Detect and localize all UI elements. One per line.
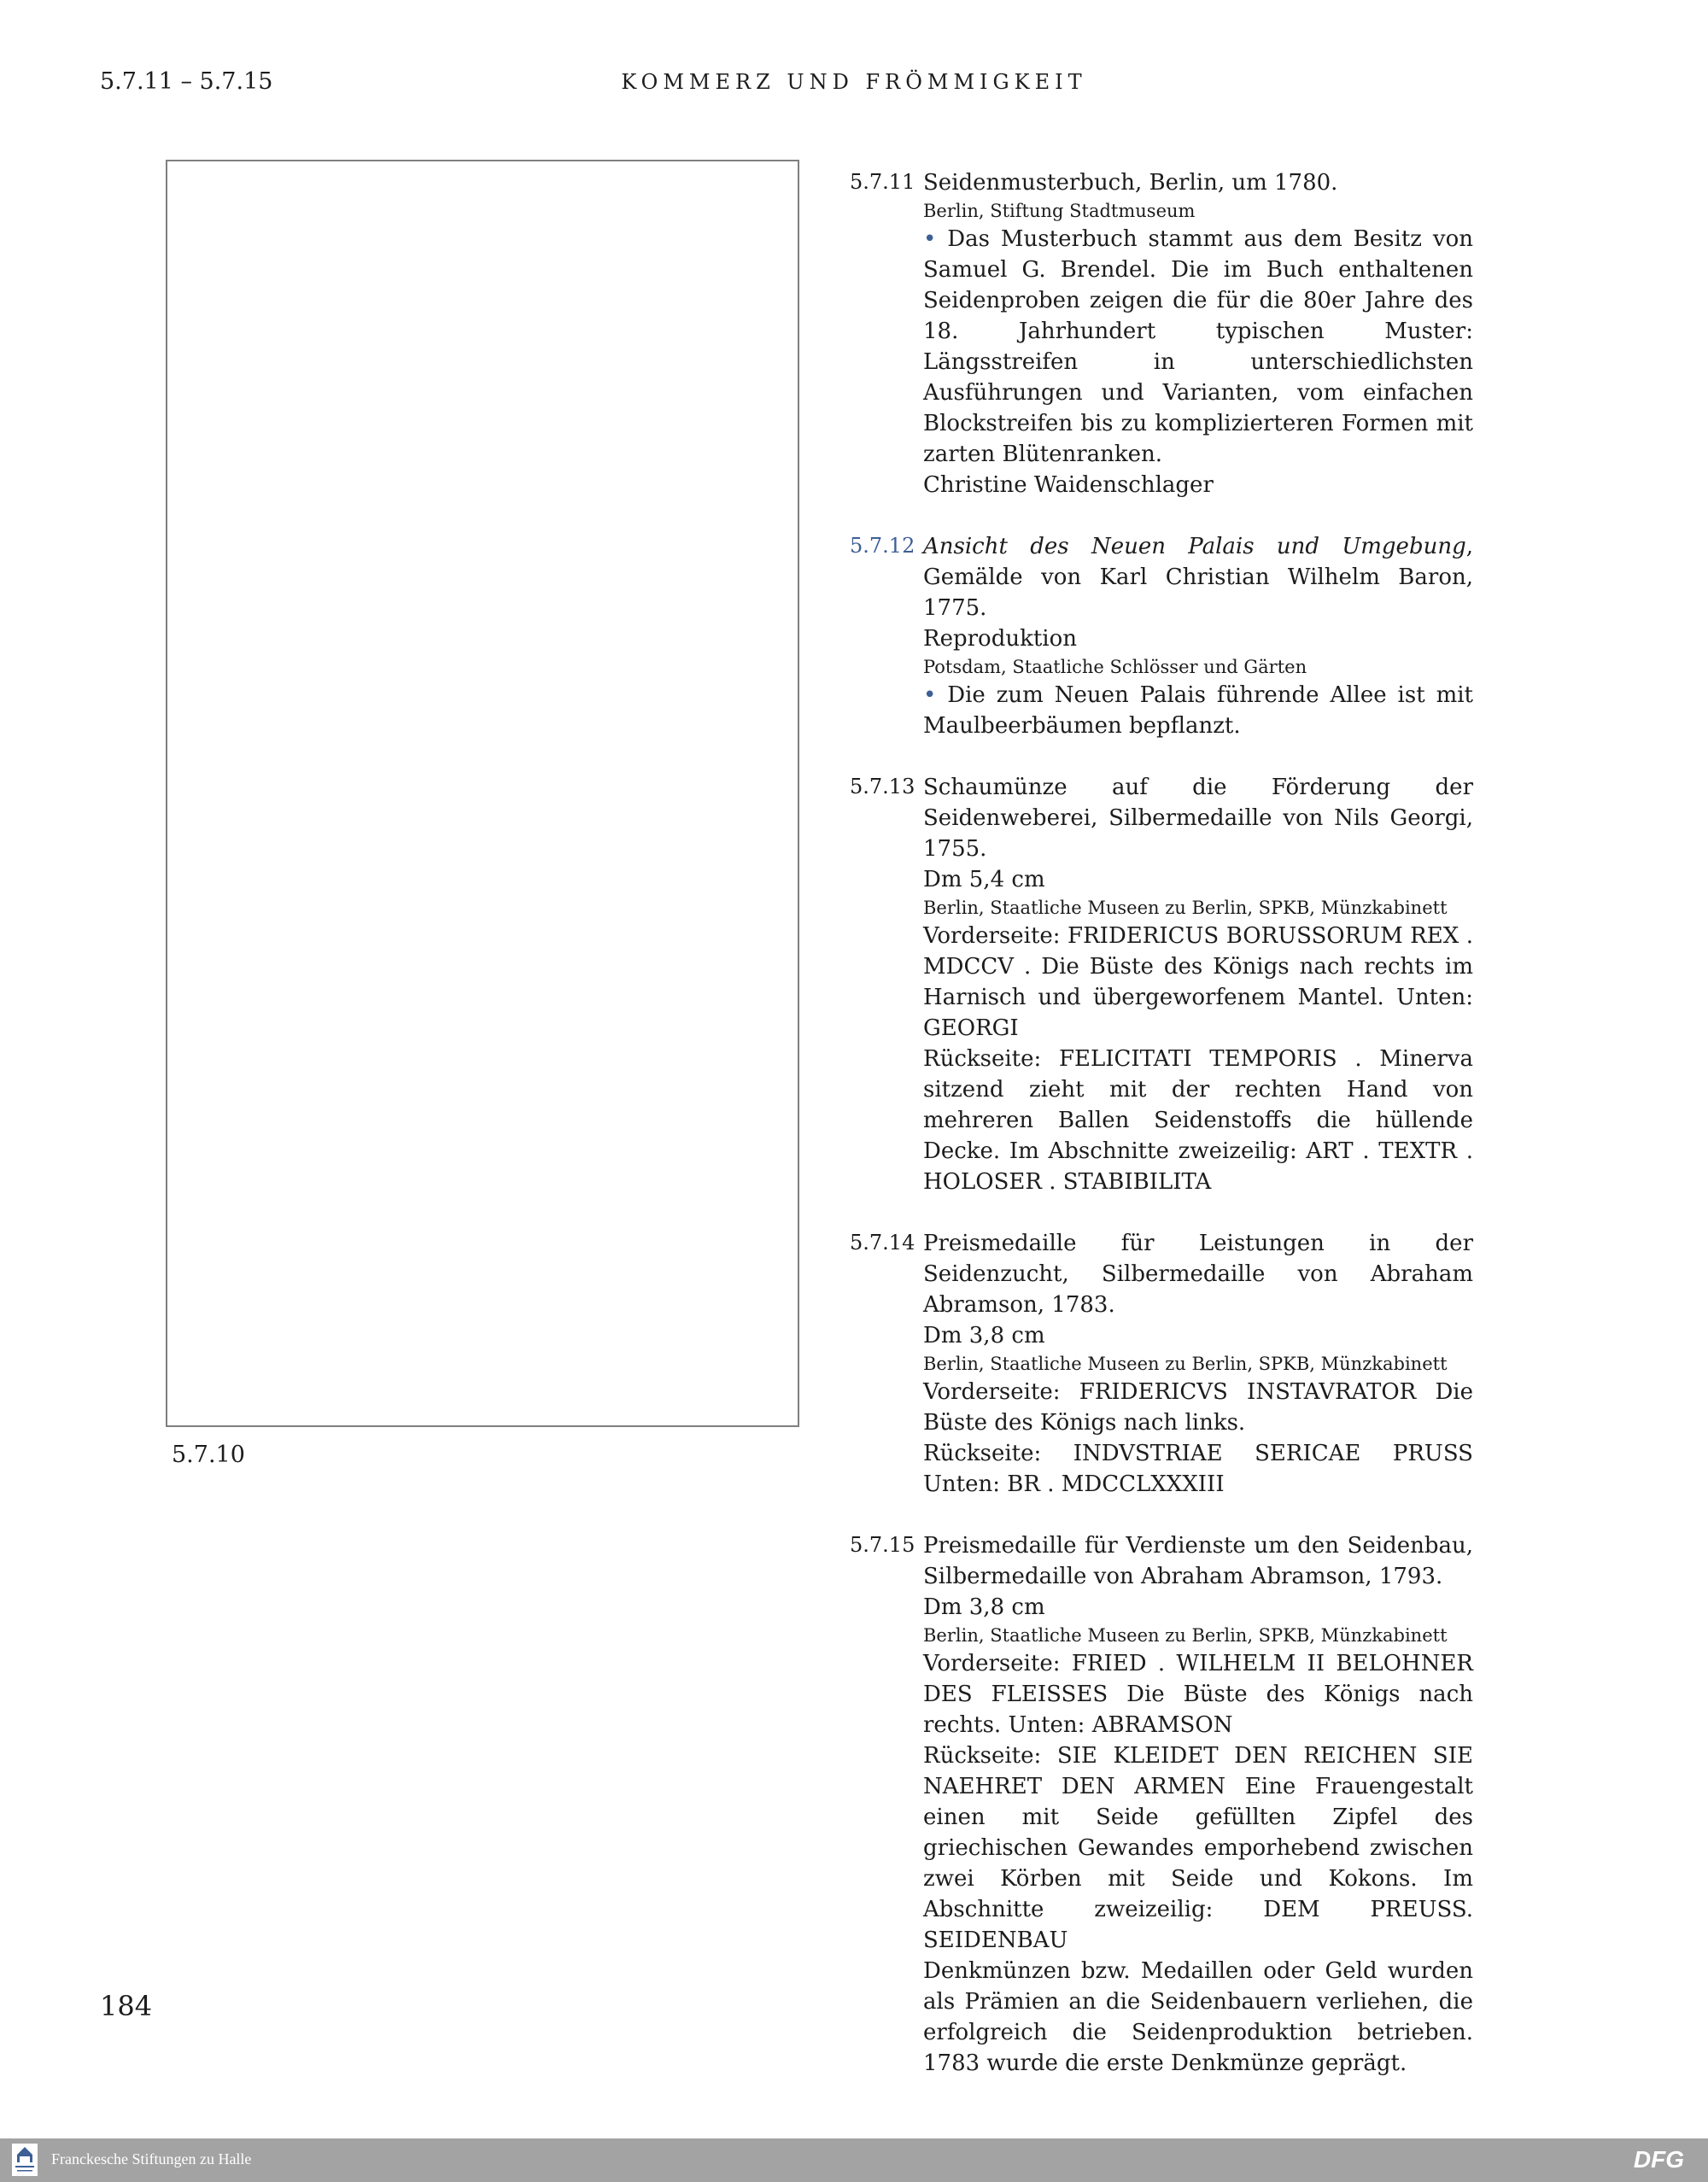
entry-location: Berlin, Staatliche Museen zu Berlin, SPKB, Münzkabinett (923, 898, 1448, 918)
entry-title: Preismedaille für Leistungen in der Seidenzucht, Silbermedaille von Abraham Abramson, 1783. (923, 1231, 1473, 1318)
entry-title: Preismedaille für Verdienste um den Seidenbau, Silbermedaille von Abraham Abramson, 1793. (923, 1533, 1473, 1589)
figure-caption: 5.7.10 (172, 1442, 245, 1468)
entry-location: Berlin, Staatliche Museen zu Berlin, SPKB, Münzkabinett (923, 1354, 1448, 1374)
entry-title-rest: , Gemälde von Karl Christian Wilhelm Baron, 1775. (923, 534, 1473, 621)
footer-institution[interactable]: Franckesche Stiftungen zu Halle (51, 2150, 252, 2167)
running-header-range: 5.7.11 – 5.7.15 (100, 68, 273, 95)
entry-obverse: Vorderseite: FRIDERICUS BORUSSORUM REX . MDCCV . Die Büste des Königs nach rechts im Harnisch und übergeworfenem Mantel. Unten: GEORGI (923, 923, 1473, 1041)
catalog-entry (850, 772, 1473, 1197)
entry-description: • Das Musterbuch stammt aus dem Besitz von Samuel G. Brendel. Die im Buch enthaltenen Seidenproben zeigen die für die 80er Jahre des 18. Jahrhundert typischen Muster: Längsstreifen in unterschiedlichsten Ausführungen und Varianten, vom einfachen Blockstreifen bis zu komplizierteren Formen mit zarten Blütenranken. (923, 226, 1473, 467)
entry-description: Denkmünzen bzw. Medaillen oder Geld wurden als Prämien an die Seidenbauern verliehen, die erfolgreich die Seidenproduktion betrieben. 1783 wurde die erste Denkmünze geprägt. (923, 1958, 1473, 2076)
catalog-entry (850, 1228, 1473, 1500)
footer-bar (0, 2138, 1708, 2182)
entry-number: 5.7.12 (850, 534, 915, 558)
entry-number: 5.7.14 (850, 1231, 915, 1255)
catalog-entry (850, 531, 1473, 741)
entry-dimension: Dm 5,4 cm (923, 867, 1045, 892)
entry-number: 5.7.11 (850, 170, 915, 194)
institution-logo-icon (12, 2144, 38, 2176)
running-header-title: KOMMERZ UND FRÖMMIGKEIT (621, 70, 1087, 94)
catalog-entries (850, 167, 1473, 2109)
entry-obverse: Vorderseite: FRIED . WILHELM II BELOHNER DES FLEISSES Die Büste des Königs nach rechts. Unten: ABRAMSON (923, 1651, 1473, 1738)
entry-reverse: Rückseite: FELICITATI TEMPORIS . Minerva sitzend zieht mit der rechten Hand von mehreren Ballen Seidenstoffs die hüllende Decke. Im Abschnitte zweizeilig: ART . TEXTR . HOLOSER . STABIBILITA (923, 1046, 1473, 1195)
dfg-logo[interactable]: DFG (1633, 2146, 1684, 2173)
entry-location: Potsdam, Staatliche Schlösser und Gärten (923, 657, 1307, 677)
bullet-icon: • (923, 226, 948, 252)
entry-reverse: Rückseite: SIE KLEIDET DEN REICHEN SIE NAEHRET DEN ARMEN Eine Frauengestalt einen mit Seide gefüllten Zipfel des griechischen Gewandes emporhebend zwischen zwei Körben mit Seide und Kokons. Im Abschnitte zweizeilig: DEM PREUSS. SEIDENBAU (923, 1743, 1473, 1953)
entry-title: Schaumünze auf die Förderung der Seidenweberei, Silbermedaille von Nils Georgi, 1755. (923, 775, 1473, 862)
entry-title (923, 531, 1473, 623)
entry-reverse: Rückseite: INDVSTRIAE SERICAE PRUSS Unten: BR . MDCCLXXXIII (923, 1441, 1473, 1497)
figure-placeholder (166, 160, 799, 1427)
entry-obverse: Vorderseite: FRIDERICVS INSTAVRATOR Die Büste des Königs nach links. (923, 1379, 1473, 1436)
catalog-entry (850, 1530, 1473, 2079)
catalog-entry (850, 167, 1473, 500)
entry-dimension: Dm 3,8 cm (923, 1594, 1045, 1620)
entry-dimension: Dm 3,8 cm (923, 1323, 1045, 1348)
entry-author: Christine Waidenschlager (923, 472, 1214, 498)
entry-title-italic: Ansicht des Neuen Palais und Umgebung (923, 534, 1466, 559)
entry-location: Berlin, Staatliche Museen zu Berlin, SPKB, Münzkabinett (923, 1625, 1448, 1646)
bullet-icon: • (923, 682, 948, 708)
entry-note: Reproduktion (923, 626, 1077, 652)
entry-location: Berlin, Stiftung Stadtmuseum (923, 201, 1196, 221)
entry-title: Seidenmusterbuch, Berlin, um 1780. (923, 170, 1338, 196)
entry-number: 5.7.15 (850, 1533, 915, 1557)
page-number: 184 (100, 1990, 153, 2022)
entry-description: • Die zum Neuen Palais führende Allee ist mit Maulbeerbäumen bepflanzt. (923, 682, 1473, 739)
entry-number: 5.7.13 (850, 775, 915, 799)
